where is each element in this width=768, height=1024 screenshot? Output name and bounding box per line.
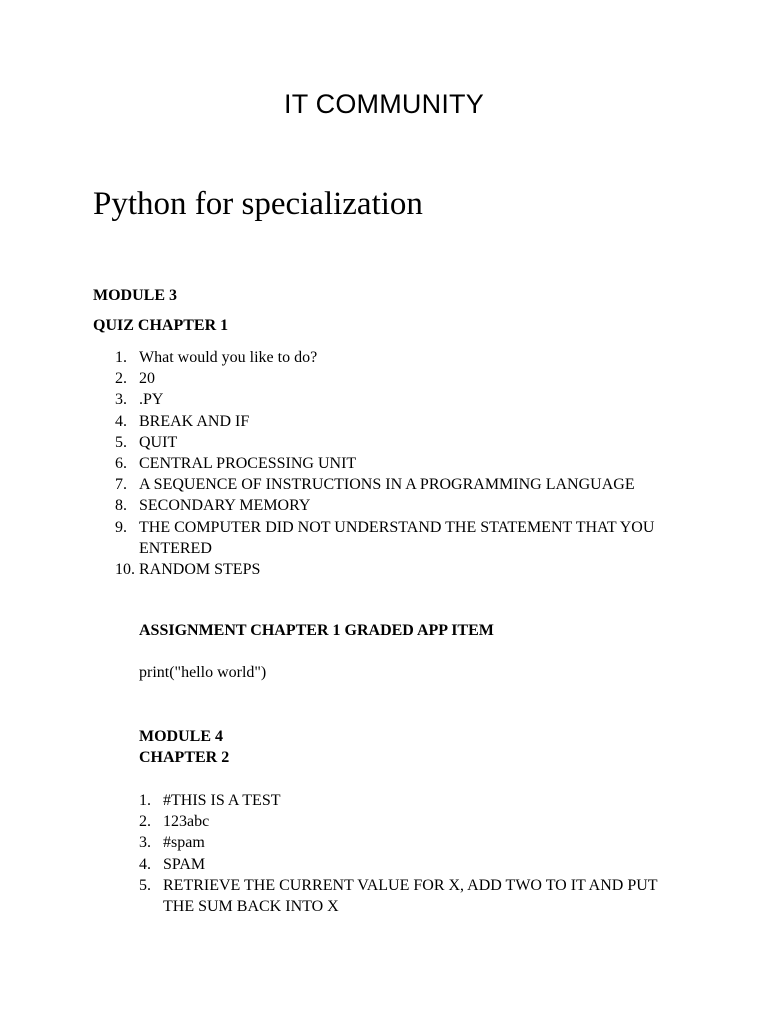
chapter-2-answer-list (139, 790, 659, 917)
list-item (115, 411, 655, 432)
module-4-heading: MODULE 4 (139, 728, 223, 745)
list-item (115, 495, 655, 516)
list-item-number: 7. (115, 476, 127, 494)
list-item-text: 20 (139, 370, 155, 388)
list-item-text: THE COMPUTER DID NOT UNDERSTAND THE STATEMENT THAT YOU ENTERED (139, 518, 655, 557)
quiz-chapter-1-heading: QUIZ CHAPTER 1 (93, 317, 229, 334)
list-item (115, 389, 655, 410)
list-item-text: #spam (163, 834, 205, 852)
list-item (115, 347, 655, 368)
list-item (139, 811, 659, 832)
quiz-chapter-1-answer-list (115, 347, 655, 580)
list-item-number: 4. (115, 412, 127, 430)
list-item (139, 875, 659, 917)
list-item-number: 5. (115, 433, 127, 451)
list-item-text: 123abc (163, 813, 210, 831)
list-item-text: .PY (139, 391, 164, 409)
list-item-text: CENTRAL PROCESSING UNIT (139, 455, 357, 473)
list-item (115, 453, 655, 474)
list-item-number: 9. (115, 518, 127, 536)
document-title: Python for specialization (93, 186, 423, 222)
list-item-number: 2. (139, 813, 151, 831)
list-item-text: A SEQUENCE OF INSTRUCTIONS IN A PROGRAMMING LANGUAGE (139, 476, 635, 494)
list-item (115, 474, 655, 495)
list-item-number: 5. (139, 876, 151, 894)
list-item-text: SPAM (163, 855, 206, 873)
list-item-text: RANDOM STEPS (139, 561, 261, 579)
list-item-text: What would you like to do? (139, 349, 318, 366)
chapter-2-heading: CHAPTER 2 (139, 749, 230, 766)
list-item-number: 10. (115, 561, 135, 579)
list-item (139, 832, 659, 853)
list-item (115, 432, 655, 453)
list-item-number: 1. (139, 792, 151, 809)
list-item-number: 4. (139, 855, 151, 873)
list-item-number: 1. (115, 349, 127, 366)
assignment-chapter-1-heading: ASSIGNMENT CHAPTER 1 GRADED APP ITEM (139, 622, 494, 639)
list-item-number: 6. (115, 455, 127, 473)
list-item-number: 3. (139, 834, 151, 852)
list-item-text: RETRIEVE THE CURRENT VALUE FOR X, ADD TWO TO IT AND PUT THE SUM BACK INTO X (163, 876, 658, 916)
list-item (139, 790, 659, 811)
module-3-heading: MODULE 3 (93, 287, 177, 304)
list-item (115, 368, 655, 389)
page-header: IT COMMUNITY (284, 89, 484, 119)
list-item-text: SECONDARY MEMORY (139, 497, 311, 515)
list-item-text: #THIS IS A TEST (163, 792, 281, 809)
list-item-text: BREAK AND IF (139, 412, 250, 430)
list-item-text: QUIT (139, 433, 178, 451)
list-item (115, 517, 655, 559)
assignment-code-line: print("hello world") (139, 664, 267, 681)
list-item-number: 8. (115, 497, 127, 515)
list-item-number: 2. (115, 370, 127, 388)
list-item (115, 559, 655, 580)
list-item (139, 854, 659, 875)
list-item-number: 3. (115, 391, 127, 409)
